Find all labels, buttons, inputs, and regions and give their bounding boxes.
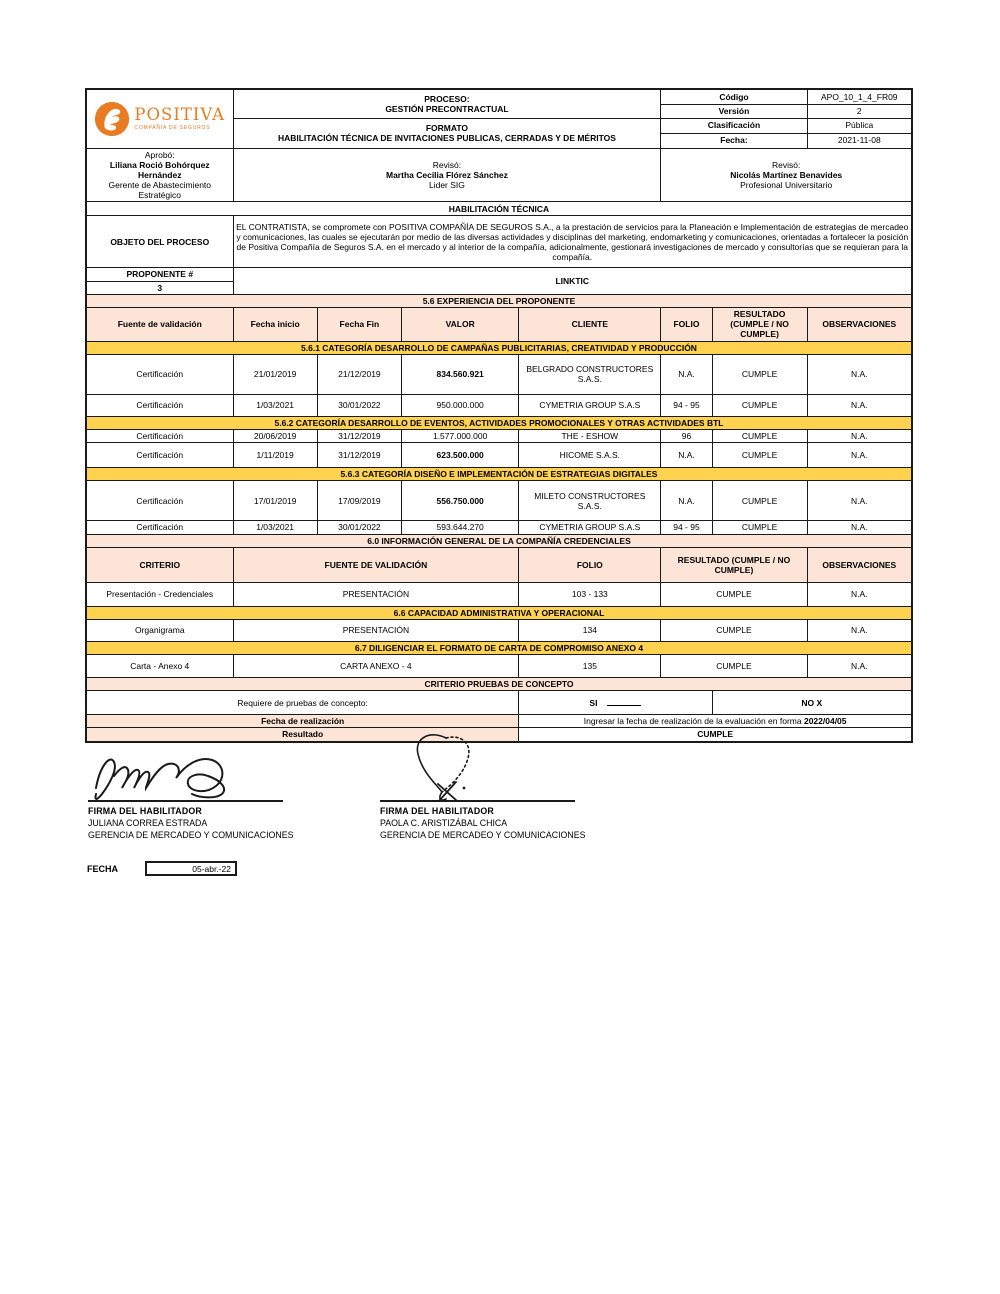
objeto-text: EL CONTRATISTA, se compromete con POSITIVA COMPAÑÍA DE SEGUROS S.A., a la prestación de servicios para la Planeación e Implementación de estrategias de mercadeo y comunicaciones, las cuales se ejecutarán por medio de las diversas actividades y disciplinas del marketing, endomarketing y comunicaciones, orientadas a fortalecer la posición de Positiva Compañía de Seguros S.A. en el mercado y al interior de la compañía, adicionalmente, gestionará investigaciones de mercado y consultorías que se requieran para la compañía. — [233, 216, 912, 268]
cell-inicio: 1/03/2021 — [233, 394, 317, 416]
cell-inicio: 1/03/2021 — [233, 521, 317, 534]
cell-fin: 21/12/2019 — [317, 354, 401, 394]
col-cliente: CLIENTE — [519, 308, 661, 342]
cell-fuente: Certificación — [86, 521, 233, 534]
pruebas-fecha-row — [86, 715, 912, 728]
cell-resultado: CUMPLE — [712, 481, 807, 521]
pruebas-question: Requiere de pruebas de concepto: — [86, 691, 519, 715]
category-561-title: 5.6.1 CATEGORÍA DESARROLLO DE CAMPAÑAS PUBLICITARIAS, CREATIVIDAD Y PRODUCCIÓN — [86, 341, 912, 354]
category-563-band — [86, 468, 912, 481]
table-row — [86, 481, 912, 521]
cell-obs: N.A. — [807, 655, 912, 678]
cell-cliente: MILETO CONSTRUCTORES S.A.S. — [519, 481, 661, 521]
table-row — [86, 354, 912, 394]
cell-resultado: CUMPLE — [712, 354, 807, 394]
col-resultado: RESULTADO (CUMPLE / NO CUMPLE) — [661, 547, 807, 582]
signature-block-left — [88, 742, 328, 840]
experiencia-header-row — [86, 308, 912, 342]
approval-reviso-1 — [233, 148, 661, 202]
cell-fuente: Certificación — [86, 394, 233, 416]
cell-valor: 593.644.270 — [402, 521, 519, 534]
signature-scrawl-icon — [380, 730, 580, 800]
meta-label-clasificacion: Clasificación — [661, 118, 807, 133]
cell-fin: 31/12/2019 — [317, 443, 401, 468]
cell-obs: N.A. — [807, 582, 912, 606]
section-60-band — [86, 534, 912, 547]
cell-inicio: 1/11/2019 — [233, 443, 317, 468]
cell-obs: N.A. — [807, 443, 912, 468]
category-561-band — [86, 341, 912, 354]
cell-resultado: CUMPLE — [661, 619, 807, 641]
signature-block-right — [380, 730, 620, 840]
proponente-label: PROPONENTE # — [86, 268, 233, 281]
approval-name: Martha Cecilia Flórez Sánchez — [386, 169, 508, 180]
cell-criterio: Presentación - Credenciales — [86, 582, 233, 606]
signature-role: GERENCIA DE MERCADEO Y COMUNICACIONES — [88, 830, 294, 840]
approval-role: Profesional Universitario — [740, 180, 833, 191]
pruebas-resultado-value: CUMPLE — [519, 728, 912, 742]
proponente-name: LINKTIC — [233, 268, 912, 294]
category-562-title: 5.6.2 CATEGORÍA DESARROLLO DE EVENTOS, ACTIVIDADES PROMOCIONALES Y OTRAS ACTIVIDADES BTL — [86, 416, 912, 429]
approval-role: Gerente de Abastecimiento Estratégico — [108, 180, 212, 201]
table-row — [86, 394, 912, 416]
cell-inicio: 17/01/2019 — [233, 481, 317, 521]
si-blank-line — [607, 698, 641, 706]
cell-folio: 103 - 133 — [519, 582, 661, 606]
logo-tagline: COMPAÑÍA DE SEGUROS — [134, 124, 211, 131]
habilitacion-title-row — [86, 202, 912, 216]
signature-name: JULIANA CORREA ESTRADA — [88, 818, 208, 828]
pruebas-band — [86, 678, 912, 691]
signature-label: FIRMA DEL HABILITADOR — [380, 806, 494, 816]
si-label: SI — [589, 697, 598, 708]
signature-name: PAOLA C. ARISTIZÁBAL CHICA — [380, 818, 508, 828]
approval-reviso-2 — [661, 148, 912, 202]
cell-cliente: BELGRADO CONSTRUCTORES S.A.S. — [519, 354, 661, 394]
approval-name: Liliana Roció Bohórquez Hernández — [109, 159, 210, 180]
objeto-label: OBJETO DEL PROCESO — [86, 216, 233, 268]
credenciales-header-row — [86, 547, 912, 582]
fecha-value-prefix: Ingresar la fecha de realización de la evaluación en forma — [583, 716, 802, 727]
col-folio: FOLIO — [661, 308, 712, 342]
cell-fuente: Certificación — [86, 443, 233, 468]
category-562-band — [86, 416, 912, 429]
pruebas-title: CRITERIO PRUEBAS DE CONCEPTO — [86, 678, 912, 691]
fecha-footer-value: 05-abr.-22 — [145, 861, 237, 876]
proceso-value: GESTIÓN PRECONTRACTUAL — [385, 103, 509, 114]
proponente-number: 3 — [86, 281, 233, 294]
cell-resultado: CUMPLE — [661, 582, 807, 606]
section-56-title: 5.6 EXPERIENCIA DEL PROPONENTE — [86, 294, 912, 307]
cell-valor: 834.560.921 — [402, 354, 519, 394]
pruebas-si-cell — [519, 691, 712, 715]
meta-value-clasificacion: Pública — [807, 118, 912, 133]
cell-fuente: CARTA ANEXO - 4 — [233, 655, 519, 678]
meta-value-codigo: APO_10_1_4_FR09 — [807, 89, 912, 104]
table-row — [86, 443, 912, 468]
meta-value-version: 2 — [807, 104, 912, 118]
table-row — [86, 619, 912, 641]
pruebas-resultado-label: Resultado — [86, 728, 519, 742]
cell-resultado: CUMPLE — [712, 429, 807, 442]
cell-valor: 950.000.000 — [402, 394, 519, 416]
col-folio: FOLIO — [519, 547, 661, 582]
approvals-row — [86, 148, 912, 202]
col-criterio: CRITERIO — [86, 547, 233, 582]
habilitacion-title: HABILITACIÓN TÉCNICA — [86, 202, 912, 216]
proceso-label: PROCESO: — [424, 93, 470, 104]
fecha-footer-label: FECHA — [87, 863, 118, 874]
positiva-logo-icon — [94, 101, 130, 137]
cell-folio: N.A. — [661, 354, 712, 394]
pruebas-fecha-value — [519, 715, 912, 728]
section-56-band — [86, 294, 912, 307]
cell-fuente: Certificación — [86, 354, 233, 394]
pruebas-fecha-label: Fecha de realización — [86, 715, 519, 728]
header-row-1 — [86, 89, 912, 104]
habilitacion-form — [85, 88, 913, 743]
cell-folio: 134 — [519, 619, 661, 641]
cell-fuente: PRESENTACIÓN — [233, 582, 519, 606]
cell-cliente: CYMETRIA GROUP S.A.S — [519, 394, 661, 416]
approval-aprobo — [86, 148, 233, 202]
cell-resultado: CUMPLE — [712, 521, 807, 534]
col-fin: Fecha Fin — [317, 308, 401, 342]
section-67-title: 6.7 DILIGENCIAR EL FORMATO DE CARTA DE COMPROMISO ANEXO 4 — [86, 641, 912, 654]
cell-obs: N.A. — [807, 354, 912, 394]
section-66-band — [86, 606, 912, 619]
cell-inicio: 21/01/2019 — [233, 354, 317, 394]
cell-obs: N.A. — [807, 619, 912, 641]
col-fuente: Fuente de validación — [86, 308, 233, 342]
cell-resultado: CUMPLE — [712, 443, 807, 468]
cell-obs: N.A. — [807, 521, 912, 534]
category-563-title: 5.6.3 CATEGORÍA DISEÑO E IMPLEMENTACIÓN DE ESTRATEGIAS DIGITALES — [86, 468, 912, 481]
meta-label-fecha: Fecha: — [661, 133, 807, 148]
cell-cliente: HICOME S.A.S. — [519, 443, 661, 468]
cell-valor: 1.577.000.000 — [402, 429, 519, 442]
signature-line — [380, 800, 575, 802]
section-67-band — [86, 641, 912, 654]
fecha-footer — [87, 861, 237, 876]
col-fuente-validacion: FUENTE DE VALIDACIÓN — [233, 547, 519, 582]
col-resultado: RESULTADO (CUMPLE / NO CUMPLE) — [712, 308, 807, 342]
table-row — [86, 582, 912, 606]
cell-valor: 556.750.000 — [402, 481, 519, 521]
table-row — [86, 655, 912, 678]
cell-fuente: PRESENTACIÓN — [233, 619, 519, 641]
cell-folio: 96 — [661, 429, 712, 442]
cell-fuente: Certificación — [86, 481, 233, 521]
signature-line — [88, 800, 283, 802]
logo-cell — [86, 89, 233, 148]
table-row — [86, 429, 912, 442]
pruebas-question-row — [86, 691, 912, 715]
cell-obs: N.A. — [807, 394, 912, 416]
cell-fuente: Certificación — [86, 429, 233, 442]
signature-label: FIRMA DEL HABILITADOR — [88, 806, 202, 816]
col-inicio: Fecha inicio — [233, 308, 317, 342]
fecha-value-date: 2022/04/05 — [803, 716, 847, 727]
cell-cliente: THE - ESHOW — [519, 429, 661, 442]
approval-role: Lider SIG — [428, 180, 465, 191]
meta-label-version: Versión — [661, 104, 807, 118]
formato-value: HABILITACIÓN TÉCNICA DE INVITACIONES PUBLICAS, CERRADAS Y DE MÉRITOS — [277, 133, 616, 143]
section-66-title: 6.6 CAPACIDAD ADMINISTRATIVA Y OPERACIONAL — [86, 606, 912, 619]
logo-brand: POSITIVA — [134, 105, 226, 124]
cell-fin: 17/09/2019 — [317, 481, 401, 521]
cell-resultado: CUMPLE — [712, 394, 807, 416]
approval-title: Aprobó: — [144, 149, 175, 160]
cell-cliente: CYMETRIA GROUP S.A.S — [519, 521, 661, 534]
cell-resultado: CUMPLE — [661, 655, 807, 678]
approval-name: Nicolás Martínez Benavides — [730, 169, 843, 180]
cell-folio: 135 — [519, 655, 661, 678]
cell-criterio: Carta - Anexo 4 — [86, 655, 233, 678]
col-valor: VALOR — [402, 308, 519, 342]
cell-folio: N.A. — [661, 481, 712, 521]
cell-obs: N.A. — [807, 429, 912, 442]
objeto-row — [86, 216, 912, 268]
col-observaciones: OBSERVACIONES — [807, 547, 912, 582]
cell-fin: 31/12/2019 — [317, 429, 401, 442]
col-observaciones: OBSERVACIONES — [807, 308, 912, 342]
form-table — [85, 88, 913, 743]
section-60-title: 6.0 INFORMACIÓN GENERAL DE LA COMPAÑÍA CREDENCIALES — [86, 534, 912, 547]
meta-value-fecha: 2021-11-08 — [807, 133, 912, 148]
cell-obs: N.A. — [807, 481, 912, 521]
approval-title: Revisó: — [432, 159, 462, 170]
signature-scrawl-icon — [88, 742, 288, 800]
formato-cell — [233, 118, 661, 148]
cell-inicio: 20/06/2019 — [233, 429, 317, 442]
cell-folio: 94 - 95 — [661, 521, 712, 534]
pruebas-no-cell: NO X — [712, 691, 912, 715]
proponente-row — [86, 268, 912, 281]
signature-role: GERENCIA DE MERCADEO Y COMUNICACIONES — [380, 830, 586, 840]
cell-valor: 623.500.000 — [402, 443, 519, 468]
cell-fin: 30/01/2022 — [317, 521, 401, 534]
approval-title: Revisó: — [772, 159, 801, 170]
proceso-cell — [233, 89, 661, 118]
cell-fin: 30/01/2022 — [317, 394, 401, 416]
table-row — [86, 521, 912, 534]
cell-folio: 94 - 95 — [661, 394, 712, 416]
meta-label-codigo: Código — [661, 89, 807, 104]
formato-label: FORMATO — [425, 122, 469, 133]
cell-folio: N.A. — [661, 443, 712, 468]
cell-criterio: Organigrama — [86, 619, 233, 641]
